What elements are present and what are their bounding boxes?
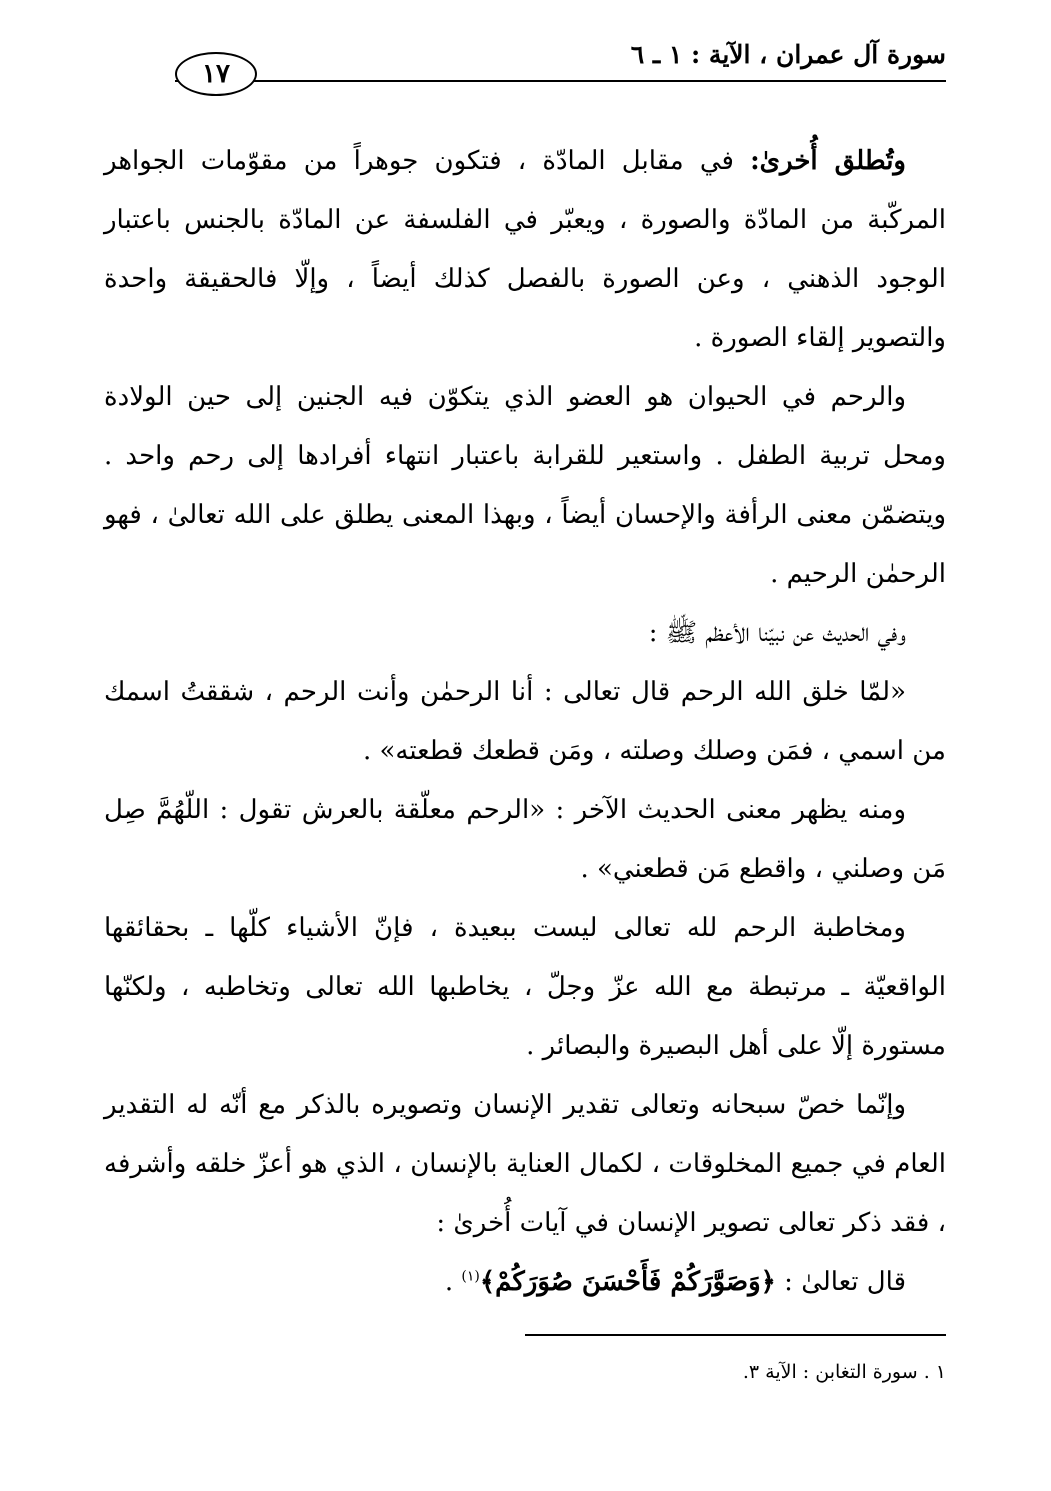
verse-intro: قال تعالىٰ :	[775, 1267, 906, 1297]
verse-end: .	[444, 1267, 462, 1297]
footnote-number: ١ .	[923, 1361, 946, 1383]
header-rule	[175, 80, 946, 82]
paragraph-1	[104, 132, 946, 368]
paragraph-1-text: في مقابل المادّة ، فتكون جوهراً من مقوّمات الجواهر المركّبة من المادّة والصورة ، ويعبّر في الفلسفة عن المادّة بالجنس باعتبار الوجود الذهني ، وعن الصورة بالفصل كذلك أيضاً ، وإلّا فالحقيقة واحدة والتصوير إلقاء الصورة .	[104, 146, 946, 353]
paragraph-2: والرحم في الحيوان هو العضو الذي يتكوّن فيه الجنين إلى حين الولادة ومحل تربية الطفل . واستعير للقرابة باعتبار انتهاء أفرادها إلى رحم واحد . ويتضمّن معنى الرأفة والإحسان أيضاً ، وبهذا المعنى يطلق على الله تعالىٰ ، فهو الرحمٰن الرحيم .	[104, 382, 946, 589]
quran-verse-line	[104, 1253, 946, 1312]
paragraph-6: ومخاطبة الرحم لله تعالى ليست ببعيدة ، فإنّ الأشياء كلّها ـ بحقائقها الواقعيّة ـ مرتبطة مع الله عزّ وجلّ ، يخاطبها الله تعالى وتخاطبه ، ولكنّها مستورة إلّا على أهل البصيرة والبصائر .	[104, 913, 946, 1061]
running-header: سورة آل عمران ، الآية : ١ ـ ٦	[630, 40, 946, 69]
footnote-text: سورة التغابن : الآية ٣.	[742, 1361, 924, 1383]
paragraph-3: وفي الحديث عن نبيّنا الأعظم ﷺ :	[648, 618, 906, 648]
footnote-marker[interactable]: (١)	[461, 1268, 480, 1285]
quran-ayah: ﴿وَصَوَّرَكُمْ فَأَحْسَنَ صُوَرَكُمْ﴾	[479, 1267, 776, 1297]
paragraph-5: ومنه يظهر معنى الحديث الآخر : «الرحم معلّقة بالعرش تقول : اللّهُمَّ صِل مَن وصلني ، واقطع مَن قطعني» .	[104, 795, 946, 884]
footnote-rule	[525, 1334, 946, 1336]
paragraph-7: وإنّما خصّ سبحانه وتعالى تقدير الإنسان وتصويره بالذكر مع أنّه له التقدير العام في جميع المخلوقات ، لكمال العناية بالإنسان ، الذي هو أعزّ خلقه وأشرفه ، فقد ذكر تعالى تصوير الإنسان في آيات أُخرىٰ :	[104, 1090, 946, 1238]
hadith-quote: «لمّا خلق الله الرحم قال تعالى : أنا الرحمٰن وأنت الرحم ، شققتُ اسمك من اسمي ، فمَن وصلك وصلته ، ومَن قطعك قطعته» .	[104, 677, 946, 766]
term-lead: وتُطلق أُخرىٰ:	[750, 146, 906, 176]
body-text	[104, 132, 946, 1312]
footnote	[743, 1361, 946, 1383]
page-number: ١٧	[175, 52, 257, 96]
